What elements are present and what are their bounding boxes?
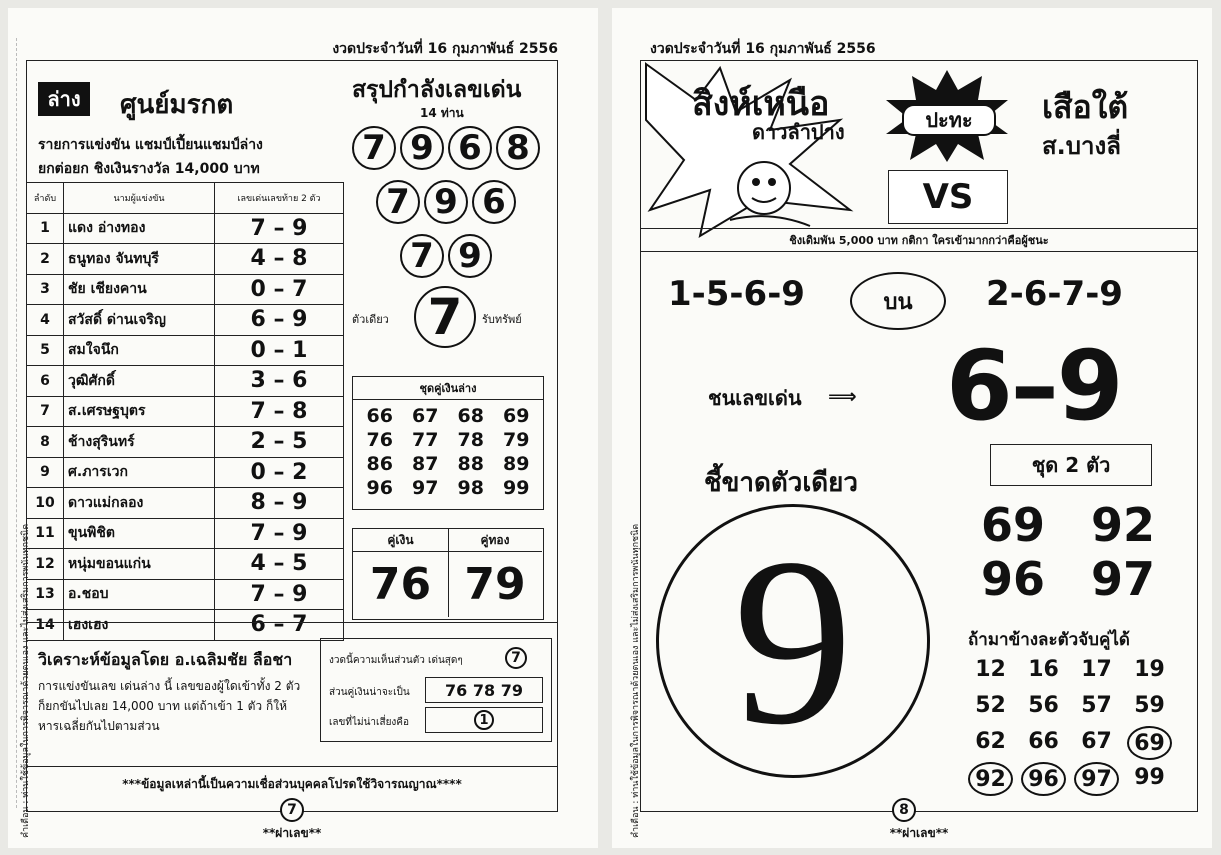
- prize-text: ชิงเดิมพัน 5,000 บาท กติกา ใครเข้ามากกว่าคือผู้ชนะ: [789, 234, 1049, 247]
- pair-number: 66: [1028, 729, 1059, 754]
- pair-number: 99: [503, 477, 530, 499]
- rank-cell: 2: [27, 244, 64, 275]
- pair-number: 56: [1028, 693, 1059, 718]
- subtitle2: ยกต่อยก ชิงเงินรางวัล 14,000 บาท: [38, 161, 260, 177]
- numbers-cell: 3 – 6: [215, 366, 344, 397]
- lion-numbers: 1-5-6-9: [668, 274, 805, 314]
- th-rank: ลำดับ: [27, 183, 64, 214]
- table-row: [27, 610, 344, 641]
- money-gold-box: [352, 528, 544, 620]
- pair-number: 12: [975, 657, 1006, 682]
- pair-number: 59: [1134, 693, 1165, 718]
- circles-row-1: [346, 126, 546, 170]
- pair-number: 52: [975, 693, 1006, 718]
- table-row: [27, 579, 344, 610]
- set-numbers: [958, 498, 1178, 606]
- pair-number: 62: [975, 729, 1006, 754]
- clash-label: ปะทะ: [902, 104, 996, 136]
- big-digit-circle: 9: [656, 504, 930, 778]
- side-pairs-grid: [964, 654, 1176, 796]
- summary-title: สรุปกำลังเลขเด่น: [352, 77, 522, 103]
- name-cell: เฮงเฮง: [64, 610, 215, 641]
- money-guess-value: 76 78 79: [425, 677, 543, 703]
- table-row: [27, 366, 344, 397]
- rank-cell: 1: [27, 213, 64, 244]
- ranking-table: [26, 182, 344, 641]
- pair-number: 86: [366, 453, 393, 475]
- pair-number: 67: [412, 405, 439, 427]
- lion-name: สิงห์เหนือ: [692, 84, 830, 124]
- name-cell: ศ.ภารเวก: [64, 457, 215, 488]
- single-digit-circle: 7: [414, 286, 476, 348]
- pair-number: 89: [503, 453, 530, 475]
- numbers-cell: 6 – 7: [215, 610, 344, 641]
- left-date: งวดประจำวันที่ 16 กุมภาพันธ์ 2556: [332, 41, 558, 57]
- side-pairs-title: ถ้ามาข้างละตัวจับคู่ได้: [968, 630, 1130, 650]
- numbers-cell: 7 – 9: [215, 579, 344, 610]
- rank-cell: 8: [27, 427, 64, 458]
- table-row: [27, 396, 344, 427]
- avoid-value: 1: [474, 710, 494, 730]
- avoid-box: [425, 707, 543, 733]
- name-cell: ช้างสุรินทร์: [64, 427, 215, 458]
- name-cell: ชัย เชียงคาน: [64, 274, 215, 305]
- footer: **ผ่าเลข**: [889, 826, 949, 840]
- circled-pair-number: 92: [968, 762, 1013, 796]
- pair-number: 69: [503, 405, 530, 427]
- pair-number: 17: [1081, 657, 1112, 682]
- rank-cell: 14: [27, 610, 64, 641]
- top-label: บน: [850, 272, 946, 330]
- money-guess-label: ส่วนคู่เงินน่าจะเป็น: [329, 687, 410, 698]
- disclaimer: ***ข้อมูลเหล่านี้เป็นความเชื่อส่วนบุคคลโปรดใช้วิจารณญาณ****: [122, 776, 462, 791]
- rank-cell: 13: [27, 579, 64, 610]
- circle-digit: 9: [400, 126, 444, 170]
- th-name: นามผู้แข่งขัน: [64, 183, 215, 214]
- circled-pair-number: 69: [1127, 726, 1172, 760]
- pair-number: 97: [412, 477, 439, 499]
- circle-digit: 9: [424, 180, 468, 224]
- name-cell: ธนูทอง จันทบุรี: [64, 244, 215, 275]
- pair-number: 57: [1081, 693, 1112, 718]
- table-row: [27, 305, 344, 336]
- table-row: [27, 488, 344, 519]
- right-vertical-warning: คำเตือน : ท่านใช้ข้อมูลในการพิจารณาด้วยตนเอง และไม่ส่งเสริมการพนันทุกชนิด: [631, 523, 641, 838]
- left-vertical-warning: คำเตือน : ท่านใช้ข้อมูลในการพิจารณาด้วยตนเอง และไม่ส่งเสริมการพนันทุกชนิด: [21, 523, 31, 838]
- subtitle1: รายการแข่งขัน แชมป์เปี้ยนแชมป์ล่าง: [38, 137, 263, 153]
- name-cell: หนุ่มขอนแก่น: [64, 549, 215, 580]
- clash-numbers-label: ชนเลขเด่น: [708, 386, 802, 410]
- page-number: 7: [280, 798, 304, 822]
- vs-badge: VS: [888, 170, 1008, 224]
- numbers-cell: 0 – 7: [215, 274, 344, 305]
- center-name: ศูนย์มรกต: [120, 90, 234, 120]
- pair-number: 67: [1081, 729, 1112, 754]
- opinion-box: [320, 638, 552, 742]
- table-row: [27, 244, 344, 275]
- pairs-grid: [357, 405, 539, 499]
- name-cell: แดง อ่างทอง: [64, 213, 215, 244]
- circled-pair-number: 96: [1021, 762, 1066, 796]
- money-label: คู่เงิน: [353, 529, 449, 552]
- numbers-cell: 7 – 9: [215, 213, 344, 244]
- rank-cell: 7: [27, 396, 64, 427]
- pair-number: 98: [457, 477, 484, 499]
- analysis-title: วิเคราะห์ข้อมูลโดย อ.เฉลิมชัย ลือชา: [38, 650, 293, 669]
- table-row: [27, 518, 344, 549]
- pair-number: 79: [503, 429, 530, 451]
- opinion-value: 7: [505, 647, 527, 669]
- rank-cell: 5: [27, 335, 64, 366]
- circle-digit: 7: [352, 126, 396, 170]
- single-right-label: รับทรัพย์: [482, 313, 522, 326]
- numbers-cell: 4 – 5: [215, 549, 344, 580]
- tiger-name: เสือใต้: [1042, 88, 1129, 126]
- numbers-cell: 7 – 8: [215, 396, 344, 427]
- pair-number: 99: [1134, 765, 1165, 790]
- single-left-label: ตัวเดียว: [352, 313, 389, 326]
- circle-digit: 6: [472, 180, 516, 224]
- numbers-cell: 2 – 5: [215, 427, 344, 458]
- name-cell: ขุนพิชิต: [64, 518, 215, 549]
- table-row: [27, 213, 344, 244]
- pair-number: 88: [457, 453, 484, 475]
- rank-cell: 11: [27, 518, 64, 549]
- name-cell: ส.เศรษฐบุตร: [64, 396, 215, 427]
- arrow-icon: ⟹: [828, 384, 857, 408]
- name-cell: สมใจนึก: [64, 335, 215, 366]
- left-page: [8, 8, 598, 848]
- opinion-label: งวดนี้ความเห็นส่วนตัว เด่นสุดๆ: [329, 655, 463, 666]
- table-row: [27, 335, 344, 366]
- numbers-cell: 7 – 9: [215, 518, 344, 549]
- name-cell: ดาวแม่กลอง: [64, 488, 215, 519]
- badge-low: ล่าง: [38, 82, 90, 116]
- analysis-text: การแข่งขันเลข เด่นล่าง นี้ เลขของผู้ใดเข้าทั้ง 2 ตัว ก็ยกขันไปเลย 14,000 บาท แต่ถ้าเข้า 1 ตัว ก็ให้หารเฉลี่ยกันไปตามส่วน: [38, 679, 301, 733]
- analysis-divider: [26, 622, 558, 623]
- numbers-cell: 8 – 9: [215, 488, 344, 519]
- pair-number: 16: [1028, 657, 1059, 682]
- rank-cell: 4: [27, 305, 64, 336]
- name-cell: สวัสดิ์ ด่านเจริญ: [64, 305, 215, 336]
- avoid-label: เลขที่ไม่น่าเสี่ยงคือ: [329, 717, 410, 728]
- circle-digit: 7: [376, 180, 420, 224]
- circled-pair-number: 97: [1074, 762, 1119, 796]
- circle-digit: 9: [448, 234, 492, 278]
- pair-number: 66: [366, 405, 393, 427]
- summary-sub: 14 ท่าน: [420, 106, 464, 120]
- table-row: [27, 274, 344, 305]
- right-date: งวดประจำวันที่ 16 กุมภาพันธ์ 2556: [650, 41, 876, 57]
- circles-row-2: [346, 180, 546, 224]
- pair-number: 19: [1134, 657, 1165, 682]
- gold-label: คู่ทอง: [448, 529, 542, 552]
- big-pair: 6–9: [946, 330, 1122, 442]
- name-cell: อ.ชอบ: [64, 579, 215, 610]
- set-title: ชุด 2 ตัว: [990, 444, 1152, 486]
- tiger-numbers: 2-6-7-9: [986, 274, 1123, 314]
- pair-number: 68: [457, 405, 484, 427]
- single-decider-label: ชี้ขาดตัวเดียว: [704, 468, 858, 498]
- pair-number: 76: [366, 429, 393, 451]
- right-page: [612, 8, 1212, 848]
- pair-number: 87: [412, 453, 439, 475]
- set-number: 69: [980, 498, 1045, 552]
- rank-cell: 9: [27, 457, 64, 488]
- pair-number: 77: [412, 429, 439, 451]
- set-number: 97: [1090, 552, 1155, 606]
- gold-value: 79: [464, 558, 526, 610]
- set-number: 92: [1090, 498, 1155, 552]
- rank-cell: 3: [27, 274, 64, 305]
- set-number: 96: [980, 552, 1045, 606]
- name-cell: วุฒิศักดิ์: [64, 366, 215, 397]
- pairs-title: ชุดคู่เงินล่าง: [353, 377, 543, 400]
- page-number: 8: [892, 798, 916, 822]
- circles-row-3: [346, 234, 546, 278]
- numbers-cell: 0 – 2: [215, 457, 344, 488]
- disclaimer-divider: [26, 766, 558, 767]
- pair-number: 78: [457, 429, 484, 451]
- tiger-place: ส.บางลี่: [1042, 132, 1121, 160]
- table-row: [27, 549, 344, 580]
- rank-cell: 12: [27, 549, 64, 580]
- pair-number: 96: [366, 477, 393, 499]
- circle-digit: 8: [496, 126, 540, 170]
- numbers-cell: 4 – 8: [215, 244, 344, 275]
- circle-digit: 6: [448, 126, 492, 170]
- rank-cell: 10: [27, 488, 64, 519]
- numbers-cell: 0 – 1: [215, 335, 344, 366]
- table-row: [27, 427, 344, 458]
- circle-digit: 7: [400, 234, 444, 278]
- rank-cell: 6: [27, 366, 64, 397]
- pairs-box: [352, 376, 544, 510]
- numbers-cell: 6 – 9: [215, 305, 344, 336]
- th-numbers: เลขเด่นเลขท้าย 2 ตัว: [215, 183, 344, 214]
- footer: **ผ่าเลข**: [262, 826, 322, 840]
- table-row: [27, 457, 344, 488]
- money-value: 76: [353, 551, 449, 617]
- lion-place: ดาวลำปาง: [752, 120, 845, 144]
